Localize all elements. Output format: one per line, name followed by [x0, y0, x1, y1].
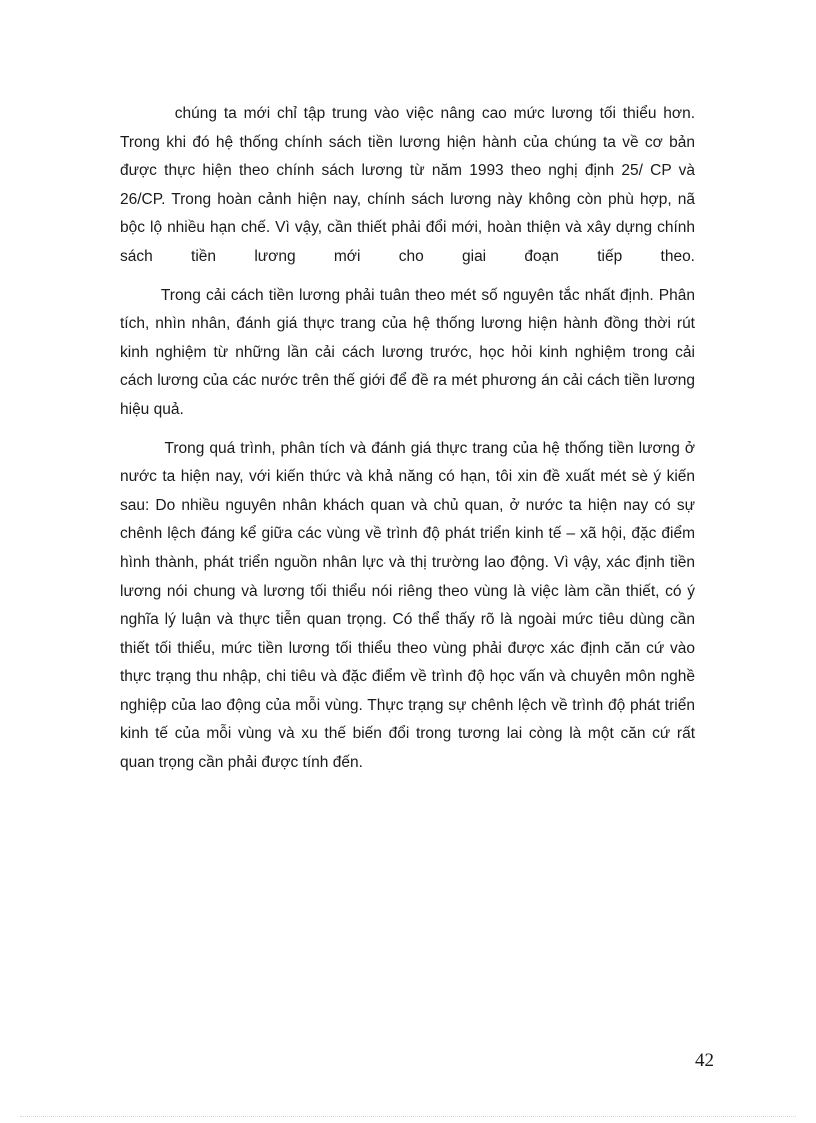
- page-number: 42: [695, 1050, 714, 1071]
- text-line: chênh lệch đáng kể giữa các vùng về trình độ phát triển kinh tế – xã hội, đặc điểm: [120, 525, 695, 543]
- paragraph-1: [120, 100, 695, 272]
- text-line: hình thành, phát triển nguồn nhân lực và thị trường lao động. Vì vậy, xác định tiền: [120, 553, 695, 571]
- text-line: sách tiền lương mới cho giai đoạn tiếp theo.: [120, 247, 695, 265]
- text-line: quan trọng cần phải được tính đến.: [120, 754, 363, 772]
- text-line: Trong cải cách tiền lương phải tuân theo mét số nguyên tắc nhất định. Phân: [120, 286, 695, 304]
- text-line: nghiệp của lao động của mỗi vùng. Thực trạng sự chênh lệch về trình độ phát triển: [120, 696, 695, 714]
- text-line: kinh nghiệm từ những lần cải cách lương trước, học hỏi kinh nghiệm trong cải: [120, 343, 695, 361]
- text-line: lương nói chung và lương tối thiểu nói riêng theo vùng là việc làm cần thiết, có ý: [120, 582, 695, 600]
- text-line: cách lương của các nước trên thế giới để đề ra mét phương án cải cách tiền lương: [120, 372, 695, 390]
- text-line: kinh tế của mỗi vùng và xu thế biến đổi trong tương lai còng là một căn cứ rất: [120, 725, 695, 743]
- page-bottom-divider: [20, 1116, 796, 1117]
- body-text: [120, 100, 695, 778]
- text-line: sau: Do nhiều nguyên nhân khách quan và chủ quan, ở nước ta hiện nay có sự: [120, 496, 695, 514]
- text-line: được thực hiện theo chính sách lương từ năm 1993 theo nghị định 25/ CP và: [120, 162, 695, 180]
- text-line: Trong quá trình, phân tích và đánh giá thực trang của hệ thống tiền lương ở: [120, 439, 695, 457]
- text-line: nước ta hiện nay, với kiến thức và khả năng có hạn, tôi xin đề xuất mét sè ý kiến: [120, 468, 695, 486]
- text-line: Trong khi đó hệ thống chính sách tiền lương hiện hành của chúng ta về cơ bản: [120, 133, 695, 151]
- text-line: thực trạng thu nhập, chi tiêu và đặc điểm về trình độ học vấn và chuyên môn nghề: [120, 668, 695, 686]
- paragraph-2: [120, 282, 695, 425]
- text-line: chúng ta mới chỉ tập trung vào việc nâng cao mức lương tối thiểu hơn.: [120, 105, 695, 122]
- text-line: nghĩa lý luận và thực tiễn quan trọng. Có thể thấy rõ là ngoài mức tiêu dùng cần: [120, 611, 695, 629]
- text-line: hiệu quả.: [120, 400, 184, 418]
- paragraph-3: [120, 435, 695, 778]
- text-line: 26/CP. Trong hoàn cảnh hiện nay, chính sách lương này không còn phù hợp, nã: [120, 190, 695, 208]
- text-line: bộc lộ nhiều hạn chế. Vì vậy, cần thiết phải đổi mới, hoàn thiện và xây dựng chính: [120, 219, 695, 237]
- text-line: tích, nhìn nhân, đánh giá thực trang của hệ thống lương hiện hành đồng thời rút: [120, 315, 695, 333]
- text-line: thiết tối thiểu, mức tiền lương tối thiểu theo vùng phải được xác định căn cứ vào: [120, 639, 695, 657]
